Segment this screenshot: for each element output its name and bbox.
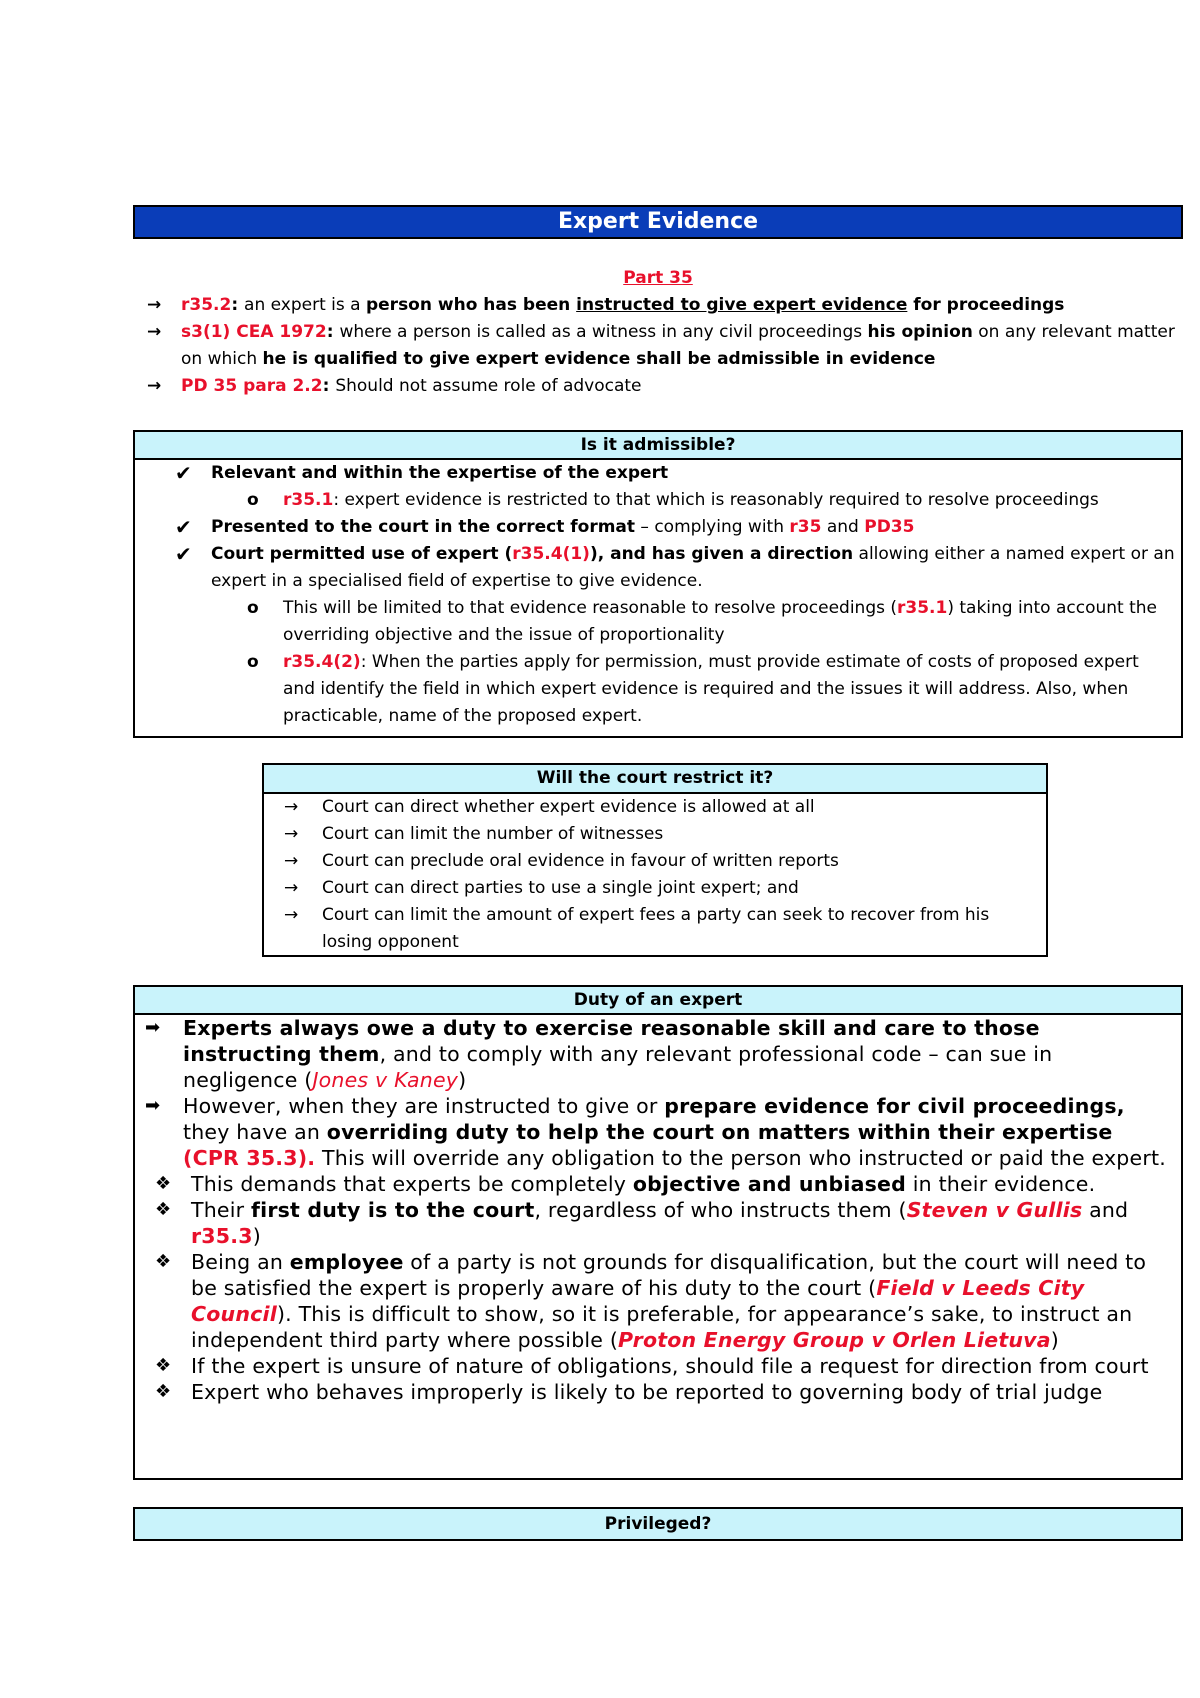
text: Being an xyxy=(191,1250,290,1274)
text-bold: first duty is to the court xyxy=(250,1198,535,1222)
text-bold: Court permitted use of expert ( xyxy=(211,544,513,564)
rule-ref: (CPR 35.3). xyxy=(183,1146,316,1170)
check-item xyxy=(135,460,1181,487)
intro-item xyxy=(133,292,1183,319)
text-bold: ), and has given a direction xyxy=(589,544,854,564)
text: This demands that experts be completely xyxy=(191,1172,633,1196)
text: : expert evidence is restricted to that which is reasonably required to resolve proceedings xyxy=(333,490,1099,510)
text: This will be limited to that evidence reasonable to resolve proceedings ( xyxy=(283,598,898,618)
text: an expert is a xyxy=(244,295,366,315)
diamond-icon: ❖ xyxy=(155,1251,172,1272)
text-bold: he is qualified to give expert evidence shall be admissible in evidence xyxy=(262,349,936,369)
arrow-icon: → xyxy=(284,824,299,844)
text: in their evidence. xyxy=(906,1172,1096,1196)
text: , regardless of who instructs them ( xyxy=(534,1198,907,1222)
list-item xyxy=(264,821,1046,848)
text: of a party is not grounds for disqualification, but the court will need to be satisfied the expert is properly aware of his duty to the court ( xyxy=(191,1250,1147,1300)
text-bold: person who has been xyxy=(365,295,577,315)
diamond-icon: ❖ xyxy=(155,1173,172,1194)
text: ) xyxy=(252,1224,261,1248)
sep: : xyxy=(322,376,336,396)
text-bold: for proceedings xyxy=(907,295,1065,315)
admissible-heading: Is it admissible? xyxy=(135,432,1181,460)
diamond-icon: ❖ xyxy=(155,1381,172,1402)
circle-bullet-icon: o xyxy=(247,490,259,510)
rule-ref: r35.1 xyxy=(283,490,334,510)
sep: : xyxy=(326,322,340,342)
text-bold-underlined: instructed to give expert evidence xyxy=(576,295,908,315)
text: Court can direct parties to use a single joint expert; and xyxy=(322,878,799,898)
text: ). This is difficult to show, so it is preferable, for appearance’s sake, to instruct an independent third party where possible ( xyxy=(191,1302,1133,1352)
rule-ref: r35.4(2) xyxy=(283,652,361,672)
text-bold: prepare evidence for civil proceedings, xyxy=(664,1094,1125,1118)
intro-item xyxy=(133,319,1183,373)
check-icon: ✔ xyxy=(175,542,192,566)
diamond-icon: ❖ xyxy=(155,1199,172,1220)
text-bold: employee xyxy=(289,1250,404,1274)
sub-item xyxy=(135,649,1181,730)
privileged-box xyxy=(133,1507,1183,1541)
text: : When the parties apply for permission, must provide estimate of costs of proposed expert and identify the field in which expert evidence is required and the issues it will address. Also, when practicable, name of the proposed expert. xyxy=(283,652,1139,726)
case-name: Proton Energy Group v Orlen Lietuva xyxy=(618,1328,1051,1352)
duty-subitem xyxy=(135,1171,1181,1197)
text: they have an xyxy=(183,1120,327,1144)
text-bold: Experts always owe a duty to exercise reasonable skill and care to those instructing them xyxy=(183,1016,1040,1066)
duty-subitem xyxy=(135,1197,1181,1249)
duty-item xyxy=(135,1093,1181,1171)
duty-subitem xyxy=(135,1353,1181,1379)
rule-ref: PD 35 para 2.2 xyxy=(181,376,323,396)
duty-heading: Duty of an expert xyxy=(135,987,1181,1015)
text-bold: his opinion xyxy=(867,322,973,342)
sep: : xyxy=(231,295,245,315)
text: However, when they are instructed to give or xyxy=(183,1094,665,1118)
duty-item xyxy=(135,1015,1181,1093)
text: Expert who behaves improperly is likely to be reported to governing body of trial judge xyxy=(191,1380,1103,1404)
text-bold: objective and unbiased xyxy=(632,1172,907,1196)
arrow-icon: ➡ xyxy=(145,1017,161,1038)
text: Court can limit the amount of expert fees a party can seek to recover from his losing opponent xyxy=(322,905,990,952)
circle-bullet-icon: o xyxy=(247,652,259,672)
arrow-icon: → xyxy=(147,295,162,315)
part-heading: Part 35 xyxy=(623,268,693,288)
sub-item xyxy=(135,487,1181,514)
check-icon: ✔ xyxy=(175,461,192,485)
arrow-icon: → xyxy=(284,878,299,898)
check-item xyxy=(135,541,1181,595)
text-bold: overriding duty to help the court on matters within their expertise xyxy=(326,1120,1113,1144)
text: Court can preclude oral evidence in favour of written reports xyxy=(322,851,839,871)
rule-ref: r35.4(1) xyxy=(512,544,590,564)
text: allowing either a named expert or an expert in a specialised field of expertise to give evidence. xyxy=(211,544,1175,591)
rule-ref: r35.2 xyxy=(181,295,232,315)
arrow-icon: → xyxy=(284,905,299,925)
text: ) xyxy=(458,1068,467,1092)
arrow-icon: → xyxy=(147,322,162,342)
intro-section xyxy=(133,265,1183,400)
text: Court can limit the number of witnesses xyxy=(322,824,664,844)
text: If the expert is unsure of nature of obligations, should file a request for direction from court xyxy=(191,1354,1149,1378)
text: ) taking into account the overriding objective and the issue of proportionality xyxy=(283,598,1157,645)
text: and xyxy=(821,517,865,537)
duty-subitem xyxy=(135,1379,1181,1405)
text: and xyxy=(1082,1198,1129,1222)
list-item xyxy=(264,848,1046,875)
arrow-icon: → xyxy=(284,851,299,871)
case-name: Field v Leeds City Council xyxy=(191,1276,1085,1326)
arrow-icon: → xyxy=(284,797,299,817)
rule-ref: r35 xyxy=(789,517,822,537)
text: – complying with xyxy=(635,517,790,537)
text: where a person is called as a witness in any civil proceedings xyxy=(339,322,868,342)
check-item xyxy=(135,514,1181,541)
text-bold: Relevant and within the expertise of the expert xyxy=(211,463,669,483)
duty-box xyxy=(133,985,1183,1480)
list-item xyxy=(264,875,1046,902)
arrow-icon: → xyxy=(147,376,162,396)
admissible-box xyxy=(133,430,1183,738)
text: on any relevant matter on which xyxy=(181,322,1175,369)
text-bold: Presented to the court in the correct format xyxy=(211,517,636,537)
diamond-icon: ❖ xyxy=(155,1355,172,1376)
list-item xyxy=(264,794,1046,821)
rule-ref: PD35 xyxy=(864,517,915,537)
intro-item xyxy=(133,373,1183,400)
case-name: Steven v Gullis xyxy=(906,1198,1083,1222)
restrict-box xyxy=(262,763,1048,957)
sub-item xyxy=(135,595,1181,649)
text: Their xyxy=(191,1198,251,1222)
check-icon: ✔ xyxy=(175,515,192,539)
circle-bullet-icon: o xyxy=(247,598,259,618)
arrow-icon: ➡ xyxy=(145,1095,161,1116)
duty-subitem xyxy=(135,1249,1181,1353)
restrict-heading: Will the court restrict it? xyxy=(264,765,1046,794)
text: Should not assume role of advocate xyxy=(335,376,642,396)
rule-ref: r35.1 xyxy=(897,598,948,618)
rule-ref: r35.3 xyxy=(191,1224,253,1248)
case-name: Jones v Kaney xyxy=(312,1068,459,1092)
list-item xyxy=(264,902,1046,956)
rule-ref: s3(1) CEA 1972 xyxy=(181,322,327,342)
text: , and to comply with any relevant professional code – can sue in negligence ( xyxy=(183,1042,1053,1092)
page-title: Expert Evidence xyxy=(133,205,1183,239)
text: This will override any obligation to the person who instructed or paid the expert. xyxy=(315,1146,1166,1170)
privileged-heading: Privileged? xyxy=(135,1509,1181,1539)
text: ) xyxy=(1050,1328,1059,1352)
text: Court can direct whether expert evidence is allowed at all xyxy=(322,797,815,817)
